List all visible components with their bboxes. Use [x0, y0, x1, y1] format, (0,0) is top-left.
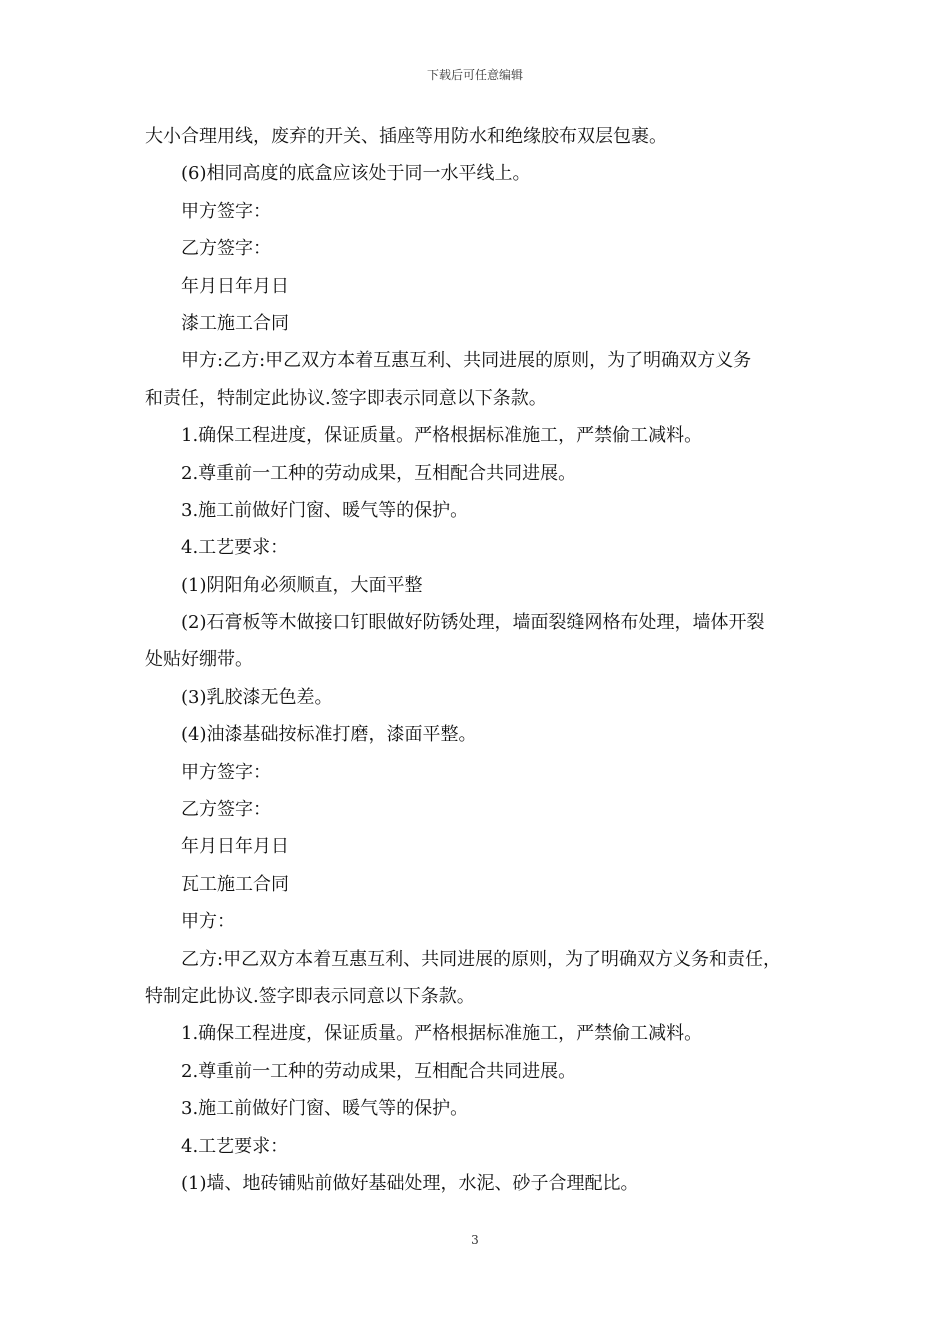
- text-line: 处贴好绷带。: [145, 649, 253, 671]
- text-line: 3.施工前做好门窗、暖气等的保护。: [181, 499, 469, 521]
- page-header: 下载后可任意编辑: [426, 68, 523, 82]
- text-line: 大小合理用线，废弃的开关、插座等用防水和绝缘胶布双层包裹。: [145, 126, 667, 147]
- text-line: 1.确保工程进度，保证质量。严格根据标准施工，严禁偷工减料。: [181, 425, 703, 447]
- text-line: 特制定此协议.签字即表示同意以下条款。: [145, 985, 475, 1007]
- text-line: 年月日年月日: [181, 275, 289, 297]
- text-line: 乙方:甲乙双方本着互惠互利、共同进展的原则，为了明确双方义务和责任，: [181, 948, 782, 970]
- text-line: 年月日年月日: [181, 836, 289, 858]
- text-line: 4.工艺要求：: [181, 1135, 289, 1157]
- text-line: 漆工施工合同: [181, 312, 289, 334]
- text-line: 乙方签字：: [181, 238, 271, 260]
- text-line: (4)油漆基础按标准打磨，漆面平整。: [181, 724, 477, 746]
- text-line: 瓦工施工合同: [181, 873, 289, 895]
- page-number: 3: [471, 1233, 479, 1247]
- text-line: 甲方:乙方:甲乙双方本着互惠互利、共同进展的原则，为了明确双方义务: [181, 350, 752, 372]
- text-line: 甲方签字：: [181, 200, 271, 222]
- text-line: (1)阴阳角必须顺直，大面平整: [181, 574, 423, 596]
- text-line: 乙方签字：: [181, 799, 271, 821]
- text-line: 和责任，特制定此协议.签字即表示同意以下条款。: [145, 387, 547, 409]
- text-line: 甲方：: [181, 911, 235, 933]
- text-line: 3.施工前做好门窗、暖气等的保护。: [181, 1098, 469, 1120]
- text-line: (2)石膏板等木做接口钉眼做好防锈处理，墙面裂缝网格布处理，墙体开裂: [181, 612, 765, 634]
- text-line: 2.尊重前一工种的劳动成果，互相配合共同进展。: [181, 1060, 577, 1082]
- text-line: (6)相同高度的底盒应该处于同一水平线上。: [181, 163, 531, 185]
- text-line: 1.确保工程进度，保证质量。严格根据标准施工，严禁偷工减料。: [181, 1023, 703, 1045]
- text-line: (3)乳胶漆无色差。: [181, 686, 333, 708]
- text-line: 4.工艺要求：: [181, 537, 289, 559]
- document-body: [145, 118, 825, 1202]
- text-line: 2.尊重前一工种的劳动成果，互相配合共同进展。: [181, 462, 577, 484]
- text-line: (1)墙、地砖铺贴前做好基础处理，水泥、砂子合理配比。: [181, 1172, 639, 1194]
- text-line: 甲方签字：: [181, 761, 271, 783]
